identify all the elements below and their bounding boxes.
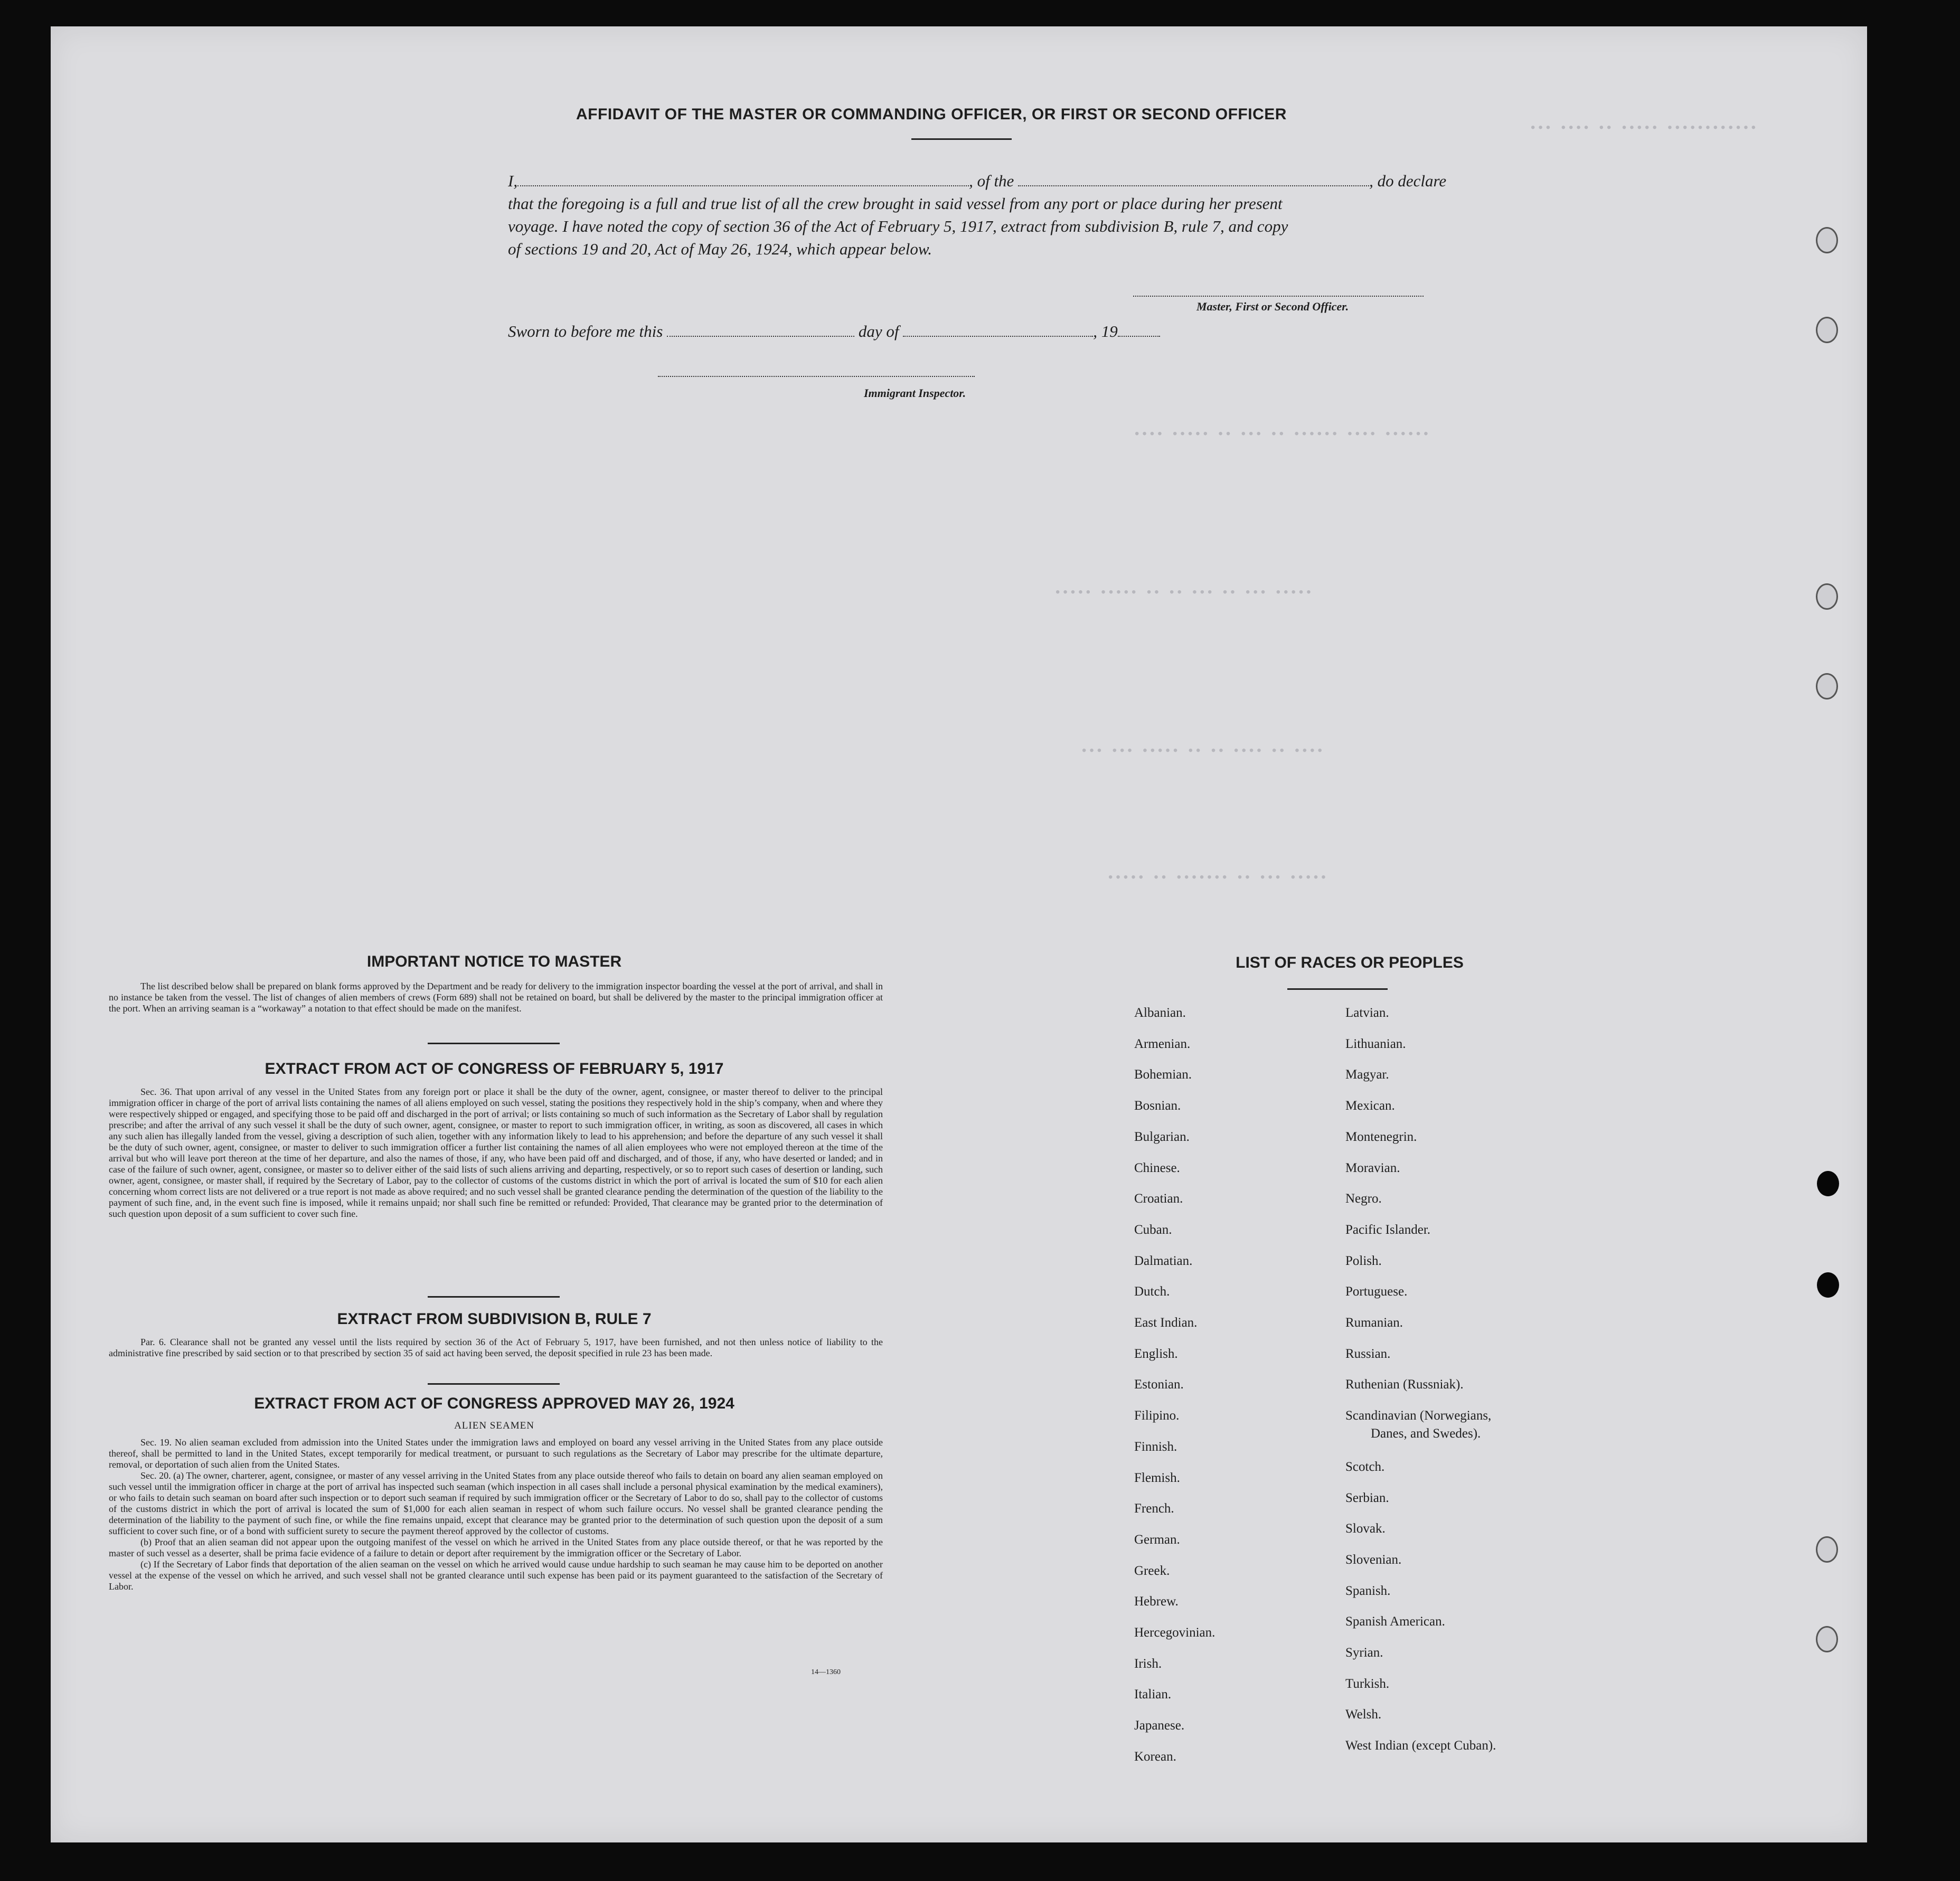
race-item: Cuban. <box>1134 1222 1172 1237</box>
divider <box>911 138 1012 140</box>
race-item: Hebrew. <box>1134 1594 1179 1609</box>
race-item: Hercegovinian. <box>1134 1625 1215 1640</box>
sworn-line <box>508 322 1160 341</box>
race-item: Polish. <box>1345 1253 1382 1268</box>
race-item: Greek. <box>1134 1563 1170 1578</box>
master-caption: Master, First or Second Officer. <box>1196 300 1349 313</box>
affidavit-title: AFFIDAVIT OF THE MASTER OR COMMANDING OFFICER, OR FIRST OR SECOND OFFICER <box>576 106 1287 123</box>
notice-paragraph: The list described below shall be prepared on blank forms approved by the Department and be ready for delivery to the immigration inspector boarding the vessel at the port of arrival, and shall in no instance be taken from the vessel. The list of changes of alien members of crews (Form 689) shall not be retained on board, but shall be delivered by the master to the principal immigration officer at the port. When an arriving seaman is a “workaway” a notation to that effect should be made on the manifest. <box>109 981 883 1014</box>
section-20b-paragraph: (b) Proof that an alien seaman did not appear upon the outgoing manifest of the vessel on which he arrived in the United States from any place outside thereof, or that he was reported by the master of such vessel as a deserter, shall be prima facie evidence of a failure to detain or deport after requirement by the immigration officer or the Secretary of Labor. <box>109 1537 883 1558</box>
extract-1924-title: EXTRACT FROM ACT OF CONGRESS APPROVED MAY 26, 1924 <box>254 1395 734 1412</box>
race-item: Pacific Islander. <box>1345 1222 1431 1237</box>
race-item: Flemish. <box>1134 1470 1180 1485</box>
punch-hole-outline <box>1816 583 1838 610</box>
section-19-paragraph: Sec. 19. No alien seaman excluded from admission into the United States under the immigration laws and employed on board any vessel arriving in the United States from any place outside thereof, shall be permitted to land in the United States, except temporarily for medical treatment, or pursuant to such regulations as the Secretary of Labor may prescribe for the ultimate departure, removal, or deportation of such alien from the United States. <box>109 1437 883 1470</box>
race-item: Syrian. <box>1345 1646 1383 1660</box>
sworn-text: day of <box>858 322 899 341</box>
race-item: Japanese. <box>1134 1718 1185 1733</box>
vessel-blank[interactable] <box>1018 185 1369 186</box>
race-item: French. <box>1134 1501 1174 1516</box>
divider <box>428 1043 560 1044</box>
section-20a-paragraph: Sec. 20. (a) The owner, charterer, agent, consignee, or master of any vessel arriving in the United States from any place outside thereof who fails to detain on board any alien seaman employed on such vessel until the immigration officer in charge at the port of arrival has inspected such seaman (which inspection in all cases shall include a personal physical examination by the medical examiners), or who fails to detain such seaman on board after such inspection or to deport such seaman if required by such immigration officer or the Secretary of Labor to do so, shall pay to the collector of customs of the customs district in which the port of arrival is located the sum of $1,000 for each alien seaman in respect of whom such failure occurs. No vessel shall be granted clearance pending the determination of the liability to the payment of such fine, or while the fine remains unpaid, except that clearance may be granted prior to the determination of such question upon the deposit of a sum sufficient to cover such fine, or of a bond with sufficient surety to secure the payment thereof approved by the collector of customs. <box>109 1470 883 1536</box>
race-item: Albanian. <box>1134 1006 1186 1020</box>
race-item: Serbian. <box>1345 1490 1389 1505</box>
bleed-through-text: ••• ••• ••••• •• •• •••• •• •••• <box>1080 744 1324 759</box>
race-item: Bulgarian. <box>1134 1129 1190 1144</box>
race-item: Slovenian. <box>1345 1552 1402 1567</box>
declaration-text: I, <box>508 172 518 190</box>
section-20c-paragraph: (c) If the Secretary of Labor finds that deportation of the alien seaman on the vessel on which he arrived would cause undue hardship to such seaman he may cause him to be deported on another vessel at the expense of the vessel on which he arrived, and such vessel shall not be granted clearance until such expense has been paid or its payment guaranteed to the satisfaction of the Secretary of Labor. <box>109 1559 883 1592</box>
declaration-line-4: of sections 19 and 20, Act of May 26, 1924, which appear below. <box>508 240 932 258</box>
race-item: Scandinavian (Norwegians, <box>1345 1409 1492 1423</box>
race-item: Latvian. <box>1345 1006 1389 1020</box>
punch-hole-outline <box>1816 673 1838 700</box>
punch-hole <box>1817 1171 1839 1196</box>
race-item: English. <box>1134 1346 1178 1361</box>
extract-rule7-text <box>109 1337 883 1359</box>
race-item: Montenegrin. <box>1345 1129 1417 1144</box>
bleed-through-text: •••• ••••• •• ••• •• •••••• •••• •••••• <box>1133 428 1430 442</box>
sworn-text: , 19 <box>1093 322 1118 341</box>
extract-1917-text <box>109 1086 883 1220</box>
extract-rule7-title: EXTRACT FROM SUBDIVISION B, RULE 7 <box>337 1310 652 1328</box>
punch-hole-outline <box>1816 1536 1838 1563</box>
rule7-paragraph: Par. 6. Clearance shall not be granted any vessel until the lists required by section 36 of the Act of February 5, 1917, have been furnished, and not then unless notice of liability to the administrative fine prescribed by said section or to that prescribed by section 35 of said act having been served, the deposit specified in rule 23 has been made. <box>109 1337 883 1358</box>
notice-text <box>109 981 883 1014</box>
master-signature-line[interactable] <box>1133 296 1424 297</box>
race-item: Ruthenian (Russniak). <box>1345 1377 1464 1392</box>
race-item: Portuguese. <box>1345 1284 1408 1299</box>
declaration-line-3: voyage. I have noted the copy of section 36 of the Act of February 5, 1917, extract from subdivision B, rule 7, and copy <box>508 217 1288 235</box>
race-item: East Indian. <box>1134 1316 1198 1330</box>
race-item: Rumanian. <box>1345 1316 1403 1330</box>
sworn-year-blank[interactable] <box>1118 336 1160 337</box>
race-item: Croatian. <box>1134 1192 1183 1206</box>
race-item-continuation: Danes, and Swedes). <box>1371 1426 1481 1441</box>
sworn-month-blank[interactable] <box>903 336 1093 337</box>
race-item: Estonian. <box>1134 1377 1184 1392</box>
sworn-day-blank[interactable] <box>667 336 854 337</box>
declaration-text: , of the <box>969 172 1014 190</box>
notice-title: IMPORTANT NOTICE TO MASTER <box>366 953 622 970</box>
extract-1924-text <box>109 1437 883 1592</box>
race-item: Lithuanian. <box>1345 1036 1406 1051</box>
race-item: Korean. <box>1134 1749 1176 1764</box>
race-item: Finnish. <box>1134 1439 1177 1454</box>
race-item: Moravian. <box>1345 1160 1400 1175</box>
section-36-paragraph: Sec. 36. That upon arrival of any vessel in the United States from any foreign port or place it shall be the duty of the owner, agent, consignee, or master thereof to deliver to the principal immigration officer in charge of the port of arrival lists containing the names of all aliens employed on such vessel, stating the positions they respectively hold in the ship’s company, when and where they were respectively shipped or engaged, and specifying those to be paid off and discharged in the port of arrival; or lists containing so much of such information as the Secretary of Labor shall by regulation prescribe; and after the arrival of any such vessel it shall be the duty of such owner, agent, consignee, or master to report to such immigration officer, in writing, as soon as discovered, all cases in which any such alien has illegally landed from the vessel, giving a description of such alien, together with any information likely to lead to his apprehension; and before the departure of any such vessel it shall be the duty of such owner, agent, consignee, or master to deliver to such immigration officer a further list containing the names of all alien employees who were not employed thereon at the time of the arrival but who will leave port thereon at the time of her departure, and also the names of those, if any, who have been paid off and discharged, and of those, if any, who have deserted or landed; and in case of the failure of such owner, agent, consignee, or master so to deliver either of the said lists of such aliens arriving and departing, respectively, or so to report such cases of desertion or landing, such owner, agent, consignee, or master shall, if required by the Secretary of Labor, pay to the collector of customs of the customs district in which the port of arrival is located the sum of $10 for each alien concerning whom correct lists are not delivered or a true report is not made as above required; and no such vessel shall be granted clearance pending the determination of the question of the liability to the payment of such fine, and, in the event such fine is imposed, while it remains unpaid; nor shall such fine be remitted or refunded: Provided, That clearance may be granted prior to the determination of such question upon deposit of a sum sufficient to cover such fine. <box>109 1086 883 1219</box>
race-item: Bosnian. <box>1134 1099 1181 1113</box>
declaration-line-2: that the foregoing is a full and true list of all the crew brought in said vessel from any port or place during her present <box>508 194 1283 213</box>
race-item: Dalmatian. <box>1134 1253 1193 1268</box>
race-item: Chinese. <box>1134 1160 1180 1175</box>
bleed-through-text: ••••• ••••• •• •• ••• •• ••• ••••• <box>1054 586 1313 600</box>
race-item: Spanish American. <box>1345 1614 1445 1629</box>
race-item: German. <box>1134 1532 1180 1547</box>
extract-1917-title: EXTRACT FROM ACT OF CONGRESS OF FEBRUARY 5, 1917 <box>265 1060 724 1077</box>
race-item: Turkish. <box>1345 1676 1390 1691</box>
race-item: Mexican. <box>1345 1099 1395 1113</box>
alien-seamen-subtitle: ALIEN SEAMEN <box>454 1420 534 1431</box>
race-item: Filipino. <box>1134 1409 1180 1423</box>
declaration-line-1 <box>508 172 1446 191</box>
punch-hole-outline <box>1816 227 1838 253</box>
races-title: LIST OF RACES OR PEOPLES <box>1236 954 1464 971</box>
bleed-through-text: ••••• •• ••••••• •• ••• ••••• <box>1107 871 1327 885</box>
race-item: Magyar. <box>1345 1067 1389 1082</box>
form-number: 14—1360 <box>811 1668 841 1676</box>
race-item: Spanish. <box>1345 1583 1391 1598</box>
divider <box>428 1296 560 1298</box>
punch-hole-outline <box>1816 1626 1838 1652</box>
bleed-through-text: ••• •••• •• ••••• •••••••••••• <box>1529 121 1758 136</box>
race-item: Welsh. <box>1345 1707 1382 1722</box>
race-item: Italian. <box>1134 1687 1172 1702</box>
punch-hole <box>1817 1272 1839 1298</box>
divider <box>428 1383 560 1385</box>
sworn-text: Sworn to before me this <box>508 322 663 341</box>
inspector-signature-line[interactable] <box>658 376 975 377</box>
punch-hole-outline <box>1816 317 1838 343</box>
race-item: Armenian. <box>1134 1036 1191 1051</box>
inspector-caption: Immigrant Inspector. <box>864 386 966 400</box>
declaration-text: , do declare <box>1369 172 1447 190</box>
name-blank[interactable] <box>517 185 969 186</box>
divider <box>1287 988 1388 990</box>
race-item: Slovak. <box>1345 1521 1386 1536</box>
race-item: Negro. <box>1345 1192 1382 1206</box>
race-item: Russian. <box>1345 1346 1391 1361</box>
race-item: Bohemian. <box>1134 1067 1192 1082</box>
race-item: West Indian (except Cuban). <box>1345 1738 1496 1753</box>
race-item: Scotch. <box>1345 1459 1385 1474</box>
document-page <box>51 26 1867 1842</box>
race-item: Irish. <box>1134 1656 1162 1671</box>
race-item: Dutch. <box>1134 1284 1170 1299</box>
